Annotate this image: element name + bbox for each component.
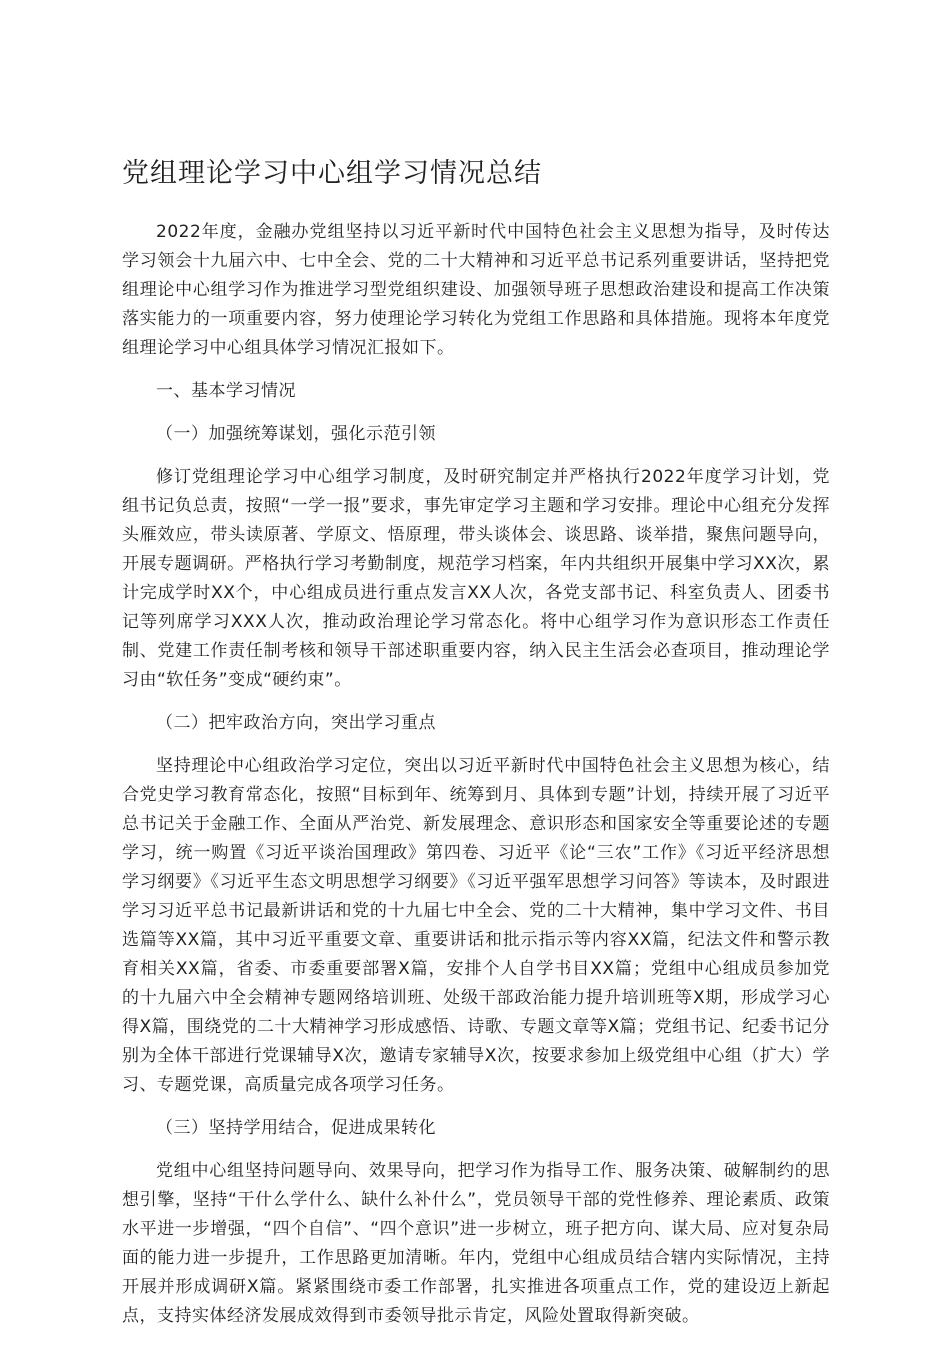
subsection-body-3: 党组中心组坚持问题导向、效果导向，把学习作为指导工作、服务决策、破解制约的思想引擎，坚持“干什么学什么、缺什么补什么”，党员领导干部的党性修养、理论素质、政策水平进一步增强，“四个自信”、“四个意识”进一步树立，班子把方向、谋大局、应对复杂局面的能力进一步提升，工作思路更加清晰。年内，党组中心组成员结合辖内实际情况，主持开展并形成调研X篇。紧紧围绕市委工作部署，扎实推进各项重点工作，党的建设迈上新起点，支持实体经济发展成效得到市委领导批示肯定，风险处置取得新突破。 [122, 1161, 830, 1326]
document-body [122, 150, 830, 1345]
subsection-heading-3: （三）坚持学用结合，促进成果转化 [156, 1118, 436, 1138]
section-heading-basic: 一、基本学习情况 [156, 381, 296, 401]
intro-paragraph: 2022年度，金融办党组坚持以习近平新时代中国特色社会主义思想为指导，及时传达学习领会十九届六中、七中全会、党的二十大精神和习近平总书记系列重要讲话，坚持把党组理论中心组学习作为推进学习型党组织建设、加强领导班子思想政治建设和提高工作决策落实能力的一项重要内容，努力使理论学习转化为党组工作思路和具体措施。现将本年度党组理论学习中心组具体学习情况汇报如下。 [122, 222, 830, 358]
subsection-body-1: 修订党组理论学习中心组学习制度，及时研究制定并严格执行2022年度学习计划，党组书记负总责，按照“一学一报”要求，事先审定学习主题和学习安排。理论中心组充分发挥头雁效应，带头读原著、学原文、悟原理，带头谈体会、谈思路、谈举措，聚焦问题导向，开展专题调研。严格执行学习考勤制度，规范学习档案，年内共组织开展集中学习XX次，累计完成学时XX个，中心组成员进行重点发言XX人次，各党支部书记、科室负责人、团委书记等列席学习XXX人次，推动政治理论学习常态化。将中心组学习作为意识形态工作责任制、党建工作责任制考核和领导干部述职重要内容，纳入民主生活会必查项目，推动理论学习由“软任务”变成“硬约束”。 [122, 467, 830, 690]
subsection-heading-1: （一）加强统筹谋划，强化示范引领 [156, 424, 436, 444]
subsection-heading-2: （二）把牢政治方向，突出学习重点 [156, 713, 436, 733]
document-title: 党组理论学习中心组学习情况总结 [122, 158, 542, 189]
subsection-body-2: 坚持理论中心组政治学习定位，突出以习近平新时代中国特色社会主义思想为核心，结合党史学习教育常态化，按照“目标到年、统筹到月、具体到专题”计划，持续开展了习近平总书记关于金融工作、全面从严治党、新发展理念、意识形态和国家安全等重要论述的专题学习，统一购置《习近平谈治国理政》第四卷、习近平《论“三农”工作》《习近平经济思想学习纲要》《习近平生态文明思想学习纲要》《习近平强军思想学习问答》等读本，及时跟进学习习近平总书记最新讲话和党的十九届七中全会、党的二十大精神，集中学习文件、书目选篇等XX篇，其中习近平重要文章、重要讲话和批示指示等内容XX篇，纪法文件和警示教育相关XX篇，省委、市委重要部署X篇，安排个人自学书目XX篇；党组中心组成员参加党的十九届六中全会精神专题网络培训班、处级干部政治能力提升培训班等X期，形成学习心得X篇，围绕党的二十大精神学习形成感悟、诗歌、专题文章等X篇；党组书记、纪委书记分别为全体干部进行党课辅导X次，邀请专家辅导X次，按要求参加上级党组中心组（扩大）学习、专题党课，高质量完成各项学习任务。 [122, 756, 830, 1095]
